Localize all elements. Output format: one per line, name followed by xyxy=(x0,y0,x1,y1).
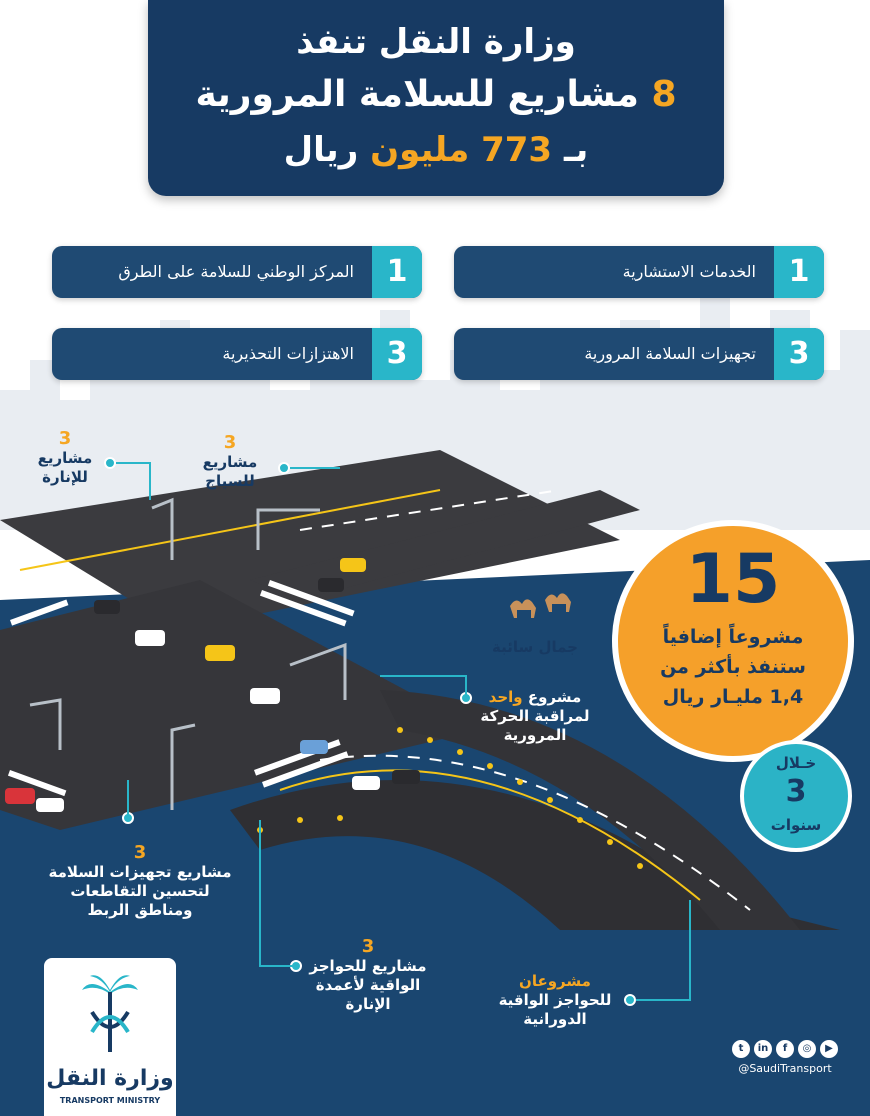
category-count: 1 xyxy=(774,246,824,298)
annotation-number: 3 xyxy=(223,432,237,453)
header-budget-prefix: بـ xyxy=(563,130,589,170)
annotation-text: لتحسين التقاطعات xyxy=(70,882,210,900)
annotation-marker xyxy=(278,462,290,474)
header-title: وزارة النقل تنفذ xyxy=(296,22,576,62)
annotation-text: المرورية xyxy=(503,726,567,744)
logo-arabic-name: وزارة النقل xyxy=(46,1066,174,1091)
annotation-lighting xyxy=(20,428,110,487)
annotation-text: مشاريع xyxy=(202,453,258,471)
annotation-barriers-circular xyxy=(490,972,620,1029)
category-national-center xyxy=(52,246,422,298)
annotation-text: جمال سائبة xyxy=(492,638,578,656)
annotation-marker xyxy=(122,812,134,824)
annotation-camels xyxy=(490,638,580,657)
duration-badge xyxy=(740,740,852,852)
category-rumble-strips xyxy=(52,328,422,380)
extra-projects-count: 15 xyxy=(685,540,781,619)
annotation-monitoring xyxy=(470,688,600,745)
annotation-text: مشاريع xyxy=(37,449,93,467)
category-label: الخدمات الاستشارية xyxy=(622,262,756,281)
annotation-number: 3 xyxy=(133,842,147,863)
annotation-fencing xyxy=(180,432,280,491)
youtube-icon[interactable]: ▶ xyxy=(820,1040,838,1058)
palm-emblem-icon xyxy=(80,972,140,1062)
logo-english-name: TRANSPORT MINISTRY xyxy=(59,1096,161,1105)
annotation-text xyxy=(470,688,600,707)
annotation-marker xyxy=(104,457,116,469)
header-project-count: 8 xyxy=(651,74,677,115)
duration-number: 3 xyxy=(785,774,807,809)
category-count: 1 xyxy=(372,246,422,298)
ministry-logo xyxy=(44,958,176,1116)
annotation-text: للسياج xyxy=(205,472,255,490)
annotation-text: للحواجز الواقية xyxy=(498,991,612,1009)
category-count: 3 xyxy=(372,328,422,380)
annotation-number: 3 xyxy=(361,936,375,957)
header-subtitle-text: مشاريع للسلامة المرورية xyxy=(195,74,639,115)
annotation-highlight: مشروعان xyxy=(519,972,591,990)
annotation-text: مشاريع للحواجز xyxy=(309,957,427,975)
annotation-text: ومناطق الربط xyxy=(87,901,193,919)
category-safety-equipment xyxy=(454,328,824,380)
annotation-text: لمراقبة الحركة xyxy=(480,707,590,725)
linkedin-icon[interactable]: in xyxy=(754,1040,772,1058)
extra-projects-badge xyxy=(612,520,854,762)
social-links xyxy=(720,1040,850,1075)
header-banner xyxy=(148,0,724,196)
duration-label: خـلال xyxy=(775,754,817,772)
annotation-safety-equipment xyxy=(40,842,240,920)
header-budget xyxy=(148,130,724,170)
category-count: 3 xyxy=(774,328,824,380)
annotation-text-part: مشروع xyxy=(527,688,582,706)
extra-projects-text: ستنفذ بأكثر من xyxy=(660,656,806,678)
annotation-marker xyxy=(290,960,302,972)
extra-projects-budget: 1,4 مليـار ريال xyxy=(662,686,804,708)
duration-unit: سنوات xyxy=(770,816,822,834)
annotation-barriers-poles xyxy=(298,936,438,1014)
header-budget-currency: ريال xyxy=(283,130,359,170)
annotation-marker xyxy=(624,994,636,1006)
annotation-text: مشاريع تجهيزات السلامة xyxy=(48,863,232,881)
category-label: المركز الوطني للسلامة على الطرق xyxy=(118,262,354,281)
category-label: الاهتزازات التحذيرية xyxy=(222,344,354,363)
header-budget-amount: 773 xyxy=(481,130,553,170)
annotation-text: للإنارة xyxy=(42,468,88,486)
facebook-icon[interactable]: f xyxy=(776,1040,794,1058)
annotation-text: الدورانية xyxy=(523,1010,587,1028)
annotation-text: الإنارة xyxy=(345,995,391,1013)
social-handle[interactable]: @SaudiTransport xyxy=(738,1062,832,1075)
twitter-icon[interactable]: t xyxy=(732,1040,750,1058)
instagram-icon[interactable]: ◎ xyxy=(798,1040,816,1058)
header-subtitle xyxy=(148,74,724,115)
annotation-highlight: واحد xyxy=(488,688,523,706)
category-label: تجهيزات السلامة المرورية xyxy=(584,344,756,363)
annotation-text: الواقية لأعمدة xyxy=(315,976,421,994)
annotation-marker xyxy=(460,692,472,704)
extra-projects-text: مشروعاً إضافياً xyxy=(662,626,804,648)
header-budget-unit: مليون xyxy=(370,130,470,170)
category-consulting xyxy=(454,246,824,298)
social-icons xyxy=(720,1040,850,1058)
annotation-number: 3 xyxy=(58,428,72,449)
